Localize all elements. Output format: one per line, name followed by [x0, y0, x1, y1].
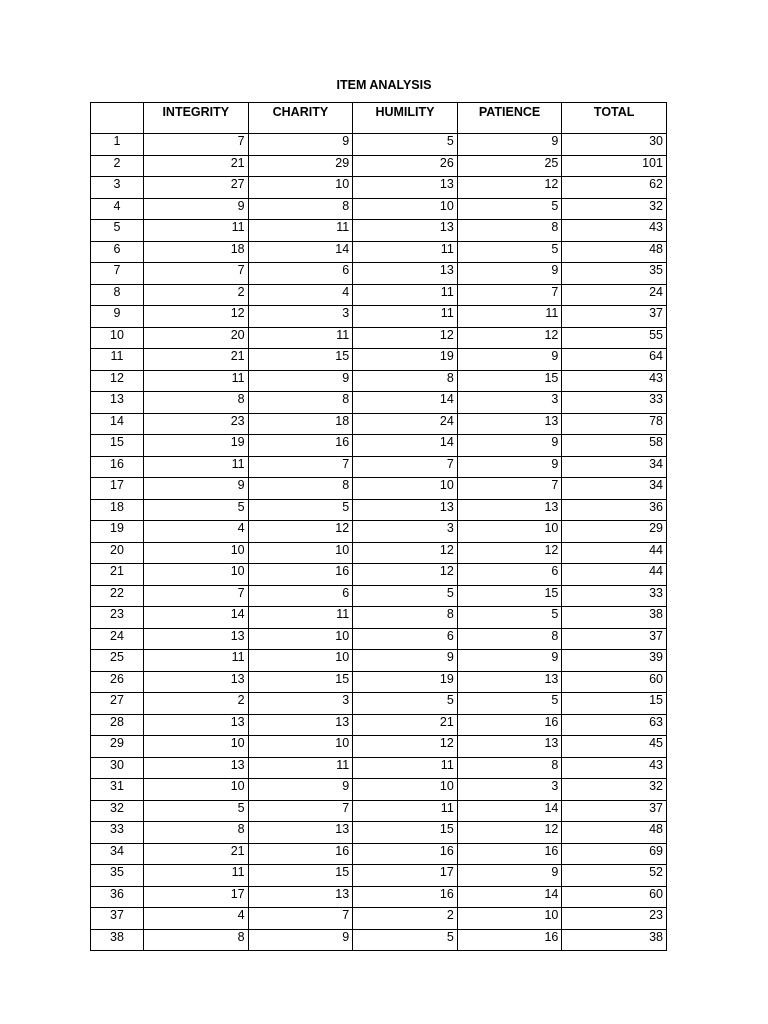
cell-item-number: 22 [91, 585, 144, 607]
cell-total: 37 [562, 800, 667, 822]
cell-patience: 10 [457, 521, 562, 543]
cell-patience: 5 [457, 198, 562, 220]
cell-charity: 8 [248, 392, 353, 414]
cell-patience: 9 [457, 263, 562, 285]
table-row [91, 585, 667, 607]
cell-item-number: 5 [91, 220, 144, 242]
cell-integrity: 11 [144, 220, 249, 242]
cell-patience: 25 [457, 155, 562, 177]
cell-patience: 5 [457, 607, 562, 629]
cell-total: 32 [562, 198, 667, 220]
cell-total: 33 [562, 585, 667, 607]
cell-humility: 8 [353, 370, 458, 392]
cell-item-number: 32 [91, 800, 144, 822]
header-cell-item-number [91, 103, 144, 134]
table-row [91, 456, 667, 478]
cell-total: 48 [562, 241, 667, 263]
cell-integrity: 10 [144, 736, 249, 758]
cell-item-number: 17 [91, 478, 144, 500]
cell-humility: 11 [353, 757, 458, 779]
table-row [91, 607, 667, 629]
cell-integrity: 4 [144, 521, 249, 543]
cell-item-number: 28 [91, 714, 144, 736]
cell-item-number: 8 [91, 284, 144, 306]
cell-charity: 9 [248, 779, 353, 801]
table-row [91, 349, 667, 371]
cell-total: 60 [562, 671, 667, 693]
cell-item-number: 25 [91, 650, 144, 672]
cell-integrity: 11 [144, 370, 249, 392]
cell-total: 78 [562, 413, 667, 435]
cell-total: 43 [562, 370, 667, 392]
cell-item-number: 38 [91, 929, 144, 951]
cell-charity: 10 [248, 177, 353, 199]
cell-charity: 29 [248, 155, 353, 177]
cell-integrity: 9 [144, 198, 249, 220]
cell-humility: 19 [353, 671, 458, 693]
cell-charity: 3 [248, 693, 353, 715]
table-row [91, 736, 667, 758]
cell-charity: 16 [248, 843, 353, 865]
cell-humility: 12 [353, 542, 458, 564]
cell-total: 63 [562, 714, 667, 736]
cell-humility: 13 [353, 177, 458, 199]
cell-integrity: 27 [144, 177, 249, 199]
table-row [91, 220, 667, 242]
cell-total: 33 [562, 392, 667, 414]
cell-humility: 5 [353, 585, 458, 607]
cell-humility: 17 [353, 865, 458, 887]
cell-charity: 18 [248, 413, 353, 435]
cell-integrity: 21 [144, 843, 249, 865]
cell-total: 34 [562, 478, 667, 500]
cell-patience: 12 [457, 177, 562, 199]
cell-item-number: 6 [91, 241, 144, 263]
cell-charity: 6 [248, 585, 353, 607]
cell-patience: 12 [457, 327, 562, 349]
cell-patience: 6 [457, 564, 562, 586]
cell-charity: 5 [248, 499, 353, 521]
cell-charity: 10 [248, 542, 353, 564]
cell-integrity: 5 [144, 499, 249, 521]
cell-patience: 14 [457, 886, 562, 908]
cell-humility: 11 [353, 241, 458, 263]
cell-humility: 3 [353, 521, 458, 543]
cell-patience: 9 [457, 349, 562, 371]
cell-humility: 7 [353, 456, 458, 478]
cell-patience: 9 [457, 650, 562, 672]
cell-item-number: 16 [91, 456, 144, 478]
cell-item-number: 21 [91, 564, 144, 586]
cell-total: 35 [562, 263, 667, 285]
cell-item-number: 27 [91, 693, 144, 715]
cell-patience: 5 [457, 241, 562, 263]
cell-item-number: 26 [91, 671, 144, 693]
table-row [91, 843, 667, 865]
cell-humility: 16 [353, 843, 458, 865]
cell-integrity: 18 [144, 241, 249, 263]
cell-humility: 12 [353, 564, 458, 586]
cell-charity: 10 [248, 650, 353, 672]
cell-patience: 8 [457, 757, 562, 779]
cell-humility: 13 [353, 220, 458, 242]
header-row [91, 103, 667, 134]
cell-integrity: 13 [144, 628, 249, 650]
cell-humility: 15 [353, 822, 458, 844]
header-cell-patience: PATIENCE [457, 103, 562, 134]
cell-item-number: 3 [91, 177, 144, 199]
cell-integrity: 21 [144, 349, 249, 371]
cell-patience: 8 [457, 628, 562, 650]
cell-patience: 16 [457, 929, 562, 951]
cell-item-number: 12 [91, 370, 144, 392]
cell-humility: 19 [353, 349, 458, 371]
cell-integrity: 9 [144, 478, 249, 500]
cell-charity: 10 [248, 628, 353, 650]
cell-humility: 12 [353, 736, 458, 758]
cell-total: 43 [562, 220, 667, 242]
table-row [91, 177, 667, 199]
cell-total: 34 [562, 456, 667, 478]
cell-item-number: 33 [91, 822, 144, 844]
cell-total: 55 [562, 327, 667, 349]
cell-integrity: 2 [144, 284, 249, 306]
cell-patience: 11 [457, 306, 562, 328]
cell-item-number: 10 [91, 327, 144, 349]
cell-integrity: 13 [144, 714, 249, 736]
cell-humility: 10 [353, 779, 458, 801]
cell-item-number: 24 [91, 628, 144, 650]
header-cell-integrity: INTEGRITY [144, 103, 249, 134]
cell-integrity: 8 [144, 392, 249, 414]
table-row [91, 822, 667, 844]
cell-integrity: 10 [144, 564, 249, 586]
cell-patience: 3 [457, 779, 562, 801]
cell-humility: 11 [353, 306, 458, 328]
table-row [91, 886, 667, 908]
cell-humility: 5 [353, 134, 458, 156]
header-cell-charity: CHARITY [248, 103, 353, 134]
cell-humility: 13 [353, 263, 458, 285]
cell-integrity: 10 [144, 542, 249, 564]
table-row [91, 370, 667, 392]
table-row [91, 650, 667, 672]
cell-charity: 13 [248, 886, 353, 908]
cell-total: 38 [562, 607, 667, 629]
cell-integrity: 7 [144, 263, 249, 285]
cell-total: 30 [562, 134, 667, 156]
cell-humility: 5 [353, 929, 458, 951]
cell-item-number: 4 [91, 198, 144, 220]
cell-total: 48 [562, 822, 667, 844]
table-row [91, 134, 667, 156]
cell-patience: 7 [457, 284, 562, 306]
cell-integrity: 12 [144, 306, 249, 328]
cell-charity: 11 [248, 220, 353, 242]
cell-item-number: 31 [91, 779, 144, 801]
cell-humility: 11 [353, 284, 458, 306]
cell-item-number: 11 [91, 349, 144, 371]
table-row [91, 478, 667, 500]
cell-humility: 13 [353, 499, 458, 521]
cell-patience: 13 [457, 499, 562, 521]
cell-humility: 14 [353, 392, 458, 414]
cell-integrity: 13 [144, 757, 249, 779]
cell-total: 38 [562, 929, 667, 951]
table-row [91, 284, 667, 306]
table-row [91, 198, 667, 220]
cell-item-number: 20 [91, 542, 144, 564]
cell-charity: 8 [248, 198, 353, 220]
cell-total: 24 [562, 284, 667, 306]
cell-charity: 4 [248, 284, 353, 306]
cell-item-number: 15 [91, 435, 144, 457]
cell-integrity: 8 [144, 929, 249, 951]
cell-humility: 16 [353, 886, 458, 908]
cell-integrity: 7 [144, 134, 249, 156]
cell-total: 69 [562, 843, 667, 865]
table-row [91, 671, 667, 693]
cell-patience: 9 [457, 865, 562, 887]
header-cell-humility: HUMILITY [353, 103, 458, 134]
item-analysis-table [90, 102, 667, 951]
cell-item-number: 19 [91, 521, 144, 543]
cell-humility: 26 [353, 155, 458, 177]
table-row [91, 413, 667, 435]
cell-patience: 13 [457, 413, 562, 435]
cell-humility: 10 [353, 478, 458, 500]
cell-charity: 6 [248, 263, 353, 285]
cell-integrity: 11 [144, 650, 249, 672]
cell-charity: 14 [248, 241, 353, 263]
cell-integrity: 14 [144, 607, 249, 629]
cell-patience: 16 [457, 843, 562, 865]
cell-charity: 15 [248, 671, 353, 693]
cell-item-number: 9 [91, 306, 144, 328]
cell-humility: 12 [353, 327, 458, 349]
cell-item-number: 35 [91, 865, 144, 887]
cell-patience: 5 [457, 693, 562, 715]
cell-charity: 11 [248, 607, 353, 629]
cell-charity: 15 [248, 865, 353, 887]
cell-integrity: 23 [144, 413, 249, 435]
cell-charity: 8 [248, 478, 353, 500]
cell-total: 37 [562, 628, 667, 650]
cell-total: 29 [562, 521, 667, 543]
cell-item-number: 14 [91, 413, 144, 435]
cell-integrity: 10 [144, 779, 249, 801]
cell-total: 45 [562, 736, 667, 758]
cell-item-number: 23 [91, 607, 144, 629]
cell-charity: 3 [248, 306, 353, 328]
table-row [91, 800, 667, 822]
cell-integrity: 21 [144, 155, 249, 177]
table-row [91, 499, 667, 521]
table-row [91, 542, 667, 564]
table-row [91, 628, 667, 650]
table-header [91, 103, 667, 134]
cell-total: 58 [562, 435, 667, 457]
cell-humility: 21 [353, 714, 458, 736]
cell-charity: 16 [248, 564, 353, 586]
table-row [91, 392, 667, 414]
table-row [91, 908, 667, 930]
cell-total: 52 [562, 865, 667, 887]
table-row [91, 327, 667, 349]
cell-item-number: 2 [91, 155, 144, 177]
cell-integrity: 2 [144, 693, 249, 715]
table-row [91, 714, 667, 736]
cell-charity: 10 [248, 736, 353, 758]
cell-humility: 8 [353, 607, 458, 629]
table-row [91, 564, 667, 586]
cell-patience: 8 [457, 220, 562, 242]
cell-total: 44 [562, 564, 667, 586]
cell-patience: 9 [457, 134, 562, 156]
table-row [91, 779, 667, 801]
cell-charity: 9 [248, 929, 353, 951]
cell-patience: 12 [457, 542, 562, 564]
table-row [91, 241, 667, 263]
cell-item-number: 30 [91, 757, 144, 779]
cell-item-number: 18 [91, 499, 144, 521]
table-row [91, 757, 667, 779]
cell-item-number: 36 [91, 886, 144, 908]
table-row [91, 435, 667, 457]
cell-integrity: 7 [144, 585, 249, 607]
cell-patience: 9 [457, 435, 562, 457]
cell-humility: 11 [353, 800, 458, 822]
cell-integrity: 8 [144, 822, 249, 844]
cell-item-number: 37 [91, 908, 144, 930]
cell-total: 44 [562, 542, 667, 564]
table-row [91, 155, 667, 177]
cell-patience: 7 [457, 478, 562, 500]
table-row [91, 929, 667, 951]
table-row [91, 865, 667, 887]
cell-total: 37 [562, 306, 667, 328]
table-row [91, 521, 667, 543]
table-row [91, 693, 667, 715]
cell-total: 15 [562, 693, 667, 715]
cell-total: 64 [562, 349, 667, 371]
cell-item-number: 34 [91, 843, 144, 865]
table-row [91, 306, 667, 328]
cell-charity: 11 [248, 757, 353, 779]
cell-charity: 12 [248, 521, 353, 543]
cell-patience: 13 [457, 736, 562, 758]
cell-patience: 14 [457, 800, 562, 822]
cell-charity: 15 [248, 349, 353, 371]
cell-item-number: 29 [91, 736, 144, 758]
cell-humility: 14 [353, 435, 458, 457]
cell-charity: 7 [248, 800, 353, 822]
cell-integrity: 17 [144, 886, 249, 908]
cell-patience: 15 [457, 585, 562, 607]
cell-integrity: 4 [144, 908, 249, 930]
cell-total: 36 [562, 499, 667, 521]
cell-charity: 9 [248, 370, 353, 392]
cell-humility: 6 [353, 628, 458, 650]
cell-humility: 24 [353, 413, 458, 435]
cell-total: 32 [562, 779, 667, 801]
cell-patience: 10 [457, 908, 562, 930]
cell-patience: 15 [457, 370, 562, 392]
cell-total: 62 [562, 177, 667, 199]
cell-humility: 2 [353, 908, 458, 930]
cell-humility: 5 [353, 693, 458, 715]
cell-item-number: 7 [91, 263, 144, 285]
cell-charity: 7 [248, 456, 353, 478]
cell-charity: 16 [248, 435, 353, 457]
cell-patience: 9 [457, 456, 562, 478]
cell-charity: 13 [248, 822, 353, 844]
cell-total: 23 [562, 908, 667, 930]
cell-total: 60 [562, 886, 667, 908]
page-title: ITEM ANALYSIS [336, 78, 432, 92]
cell-humility: 9 [353, 650, 458, 672]
cell-patience: 16 [457, 714, 562, 736]
cell-charity: 7 [248, 908, 353, 930]
cell-integrity: 5 [144, 800, 249, 822]
cell-item-number: 1 [91, 134, 144, 156]
cell-integrity: 13 [144, 671, 249, 693]
table-body [91, 134, 667, 951]
cell-charity: 11 [248, 327, 353, 349]
cell-charity: 9 [248, 134, 353, 156]
header-cell-total: TOTAL [562, 103, 667, 134]
table-row [91, 263, 667, 285]
cell-patience: 12 [457, 822, 562, 844]
cell-total: 39 [562, 650, 667, 672]
cell-patience: 13 [457, 671, 562, 693]
cell-integrity: 19 [144, 435, 249, 457]
cell-integrity: 11 [144, 456, 249, 478]
cell-integrity: 20 [144, 327, 249, 349]
cell-patience: 3 [457, 392, 562, 414]
cell-integrity: 11 [144, 865, 249, 887]
cell-humility: 10 [353, 198, 458, 220]
cell-charity: 13 [248, 714, 353, 736]
cell-total: 101 [562, 155, 667, 177]
cell-item-number: 13 [91, 392, 144, 414]
cell-total: 43 [562, 757, 667, 779]
